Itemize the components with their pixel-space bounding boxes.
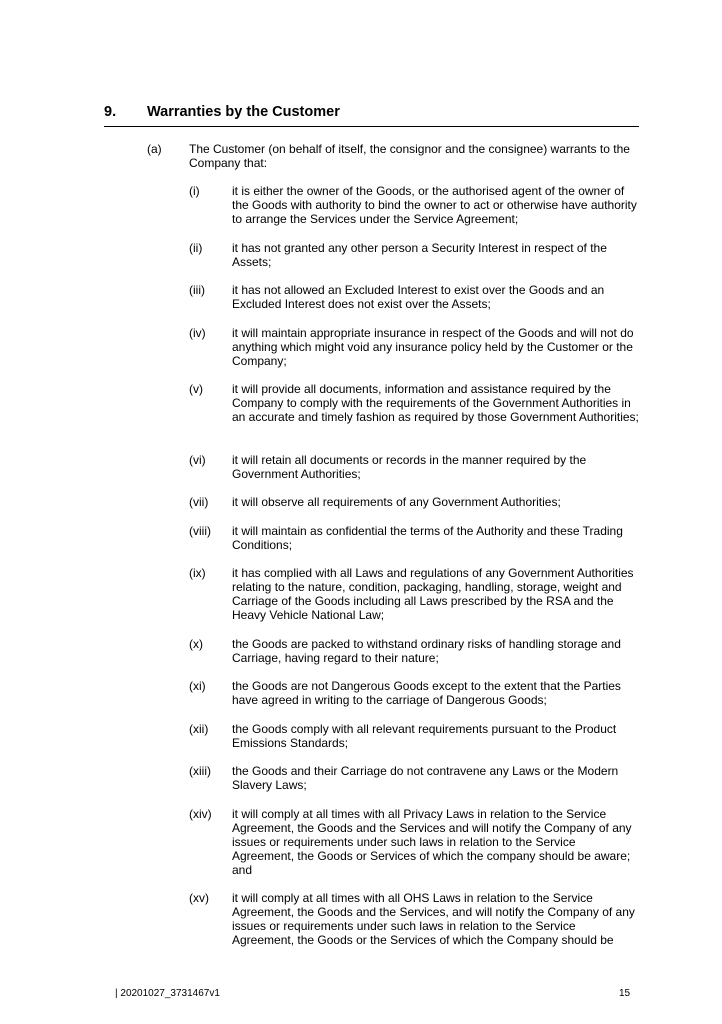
clause-label: (a) bbox=[147, 142, 162, 156]
item-label: (vii) bbox=[189, 495, 209, 509]
item-label: (viii) bbox=[189, 524, 211, 538]
item-text: the Goods and their Carriage do not contravene any Laws or the Modern Slavery Laws; bbox=[232, 764, 619, 792]
item-label: (iv) bbox=[189, 326, 206, 340]
item-text: it has not allowed an Excluded Interest to exist over the Goods and an Excluded Interest does not exist over the Assets; bbox=[232, 283, 605, 311]
footer-doc-ref: | 20201027_3731467v1 bbox=[115, 988, 220, 999]
section-number: 9. bbox=[104, 104, 117, 120]
item-label: (ix) bbox=[189, 566, 206, 580]
item-label: (xv) bbox=[189, 891, 209, 905]
item-text: it will provide all documents, information and assistance required by the Company to comply with the requirements of the Government Authorities in an accurate and timely fashion as required by those Government Authorities; bbox=[232, 382, 639, 424]
item-label: (i) bbox=[189, 184, 200, 198]
item-text: it will observe all requirements of any Government Authorities; bbox=[232, 495, 561, 509]
clause-text: The Customer (on behalf of itself, the consignor and the consignee) warrants to the Company that: bbox=[189, 142, 630, 170]
footer-page-number: 15 bbox=[619, 988, 631, 999]
item-label: (v) bbox=[189, 382, 203, 396]
item-text: it will maintain appropriate insurance in respect of the Goods and will not do anything which might void any insurance policy held by the Customer or the Company; bbox=[232, 326, 634, 368]
item-text: it will comply at all times with all OHS Laws in relation to the Service Agreement, the Goods and the Services, and will notify the Company of any issues or requirements under such laws in relation to the Service Agreement, the Goods or the Services of which the Company should be bbox=[232, 891, 635, 947]
item-text: it will retain all documents or records in the manner required by the Government Authorities; bbox=[232, 453, 587, 481]
section-title: Warranties by the Customer bbox=[147, 104, 340, 120]
item-text: it has complied with all Laws and regulations of any Government Authorities relating to the nature, condition, packaging, handling, storage, weight and Carriage of the Goods including all Laws prescribed by the RSA and the Heavy Vehicle National Law; bbox=[232, 566, 634, 622]
item-text: it has not granted any other person a Security Interest in respect of the Assets; bbox=[232, 241, 607, 269]
item-label: (iii) bbox=[189, 283, 205, 297]
item-text: it will comply at all times with all Privacy Laws in relation to the Service Agreement, the Goods and the Services and will notify the Company of any issues or requirements under such laws in relation to the Service Agreement, the Goods or Services of which the company should be aware; and bbox=[232, 807, 632, 877]
item-label: (xi) bbox=[189, 679, 206, 693]
item-label: (ii) bbox=[189, 241, 203, 255]
item-text: the Goods are not Dangerous Goods except to the extent that the Parties have agreed in writing to the carriage of Dangerous Goods; bbox=[232, 679, 621, 707]
item-label: (x) bbox=[189, 637, 203, 651]
item-text: it will maintain as confidential the terms of the Authority and these Trading Conditions; bbox=[232, 524, 623, 552]
item-label: (xiii) bbox=[189, 764, 211, 778]
section-heading bbox=[104, 104, 639, 127]
item-text: the Goods are packed to withstand ordinary risks of handling storage and Carriage, having regard to their nature; bbox=[232, 637, 621, 665]
item-label: (xii) bbox=[189, 722, 209, 736]
item-label: (vi) bbox=[189, 453, 206, 467]
item-text: it is either the owner of the Goods, or the authorised agent of the owner of the Goods with authority to bind the owner to act or otherwise have authority to arrange the Services under the Service Agreement; bbox=[232, 184, 637, 226]
item-label: (xiv) bbox=[189, 807, 212, 821]
item-text: the Goods comply with all relevant requirements pursuant to the Product Emissions Standards; bbox=[232, 722, 617, 750]
